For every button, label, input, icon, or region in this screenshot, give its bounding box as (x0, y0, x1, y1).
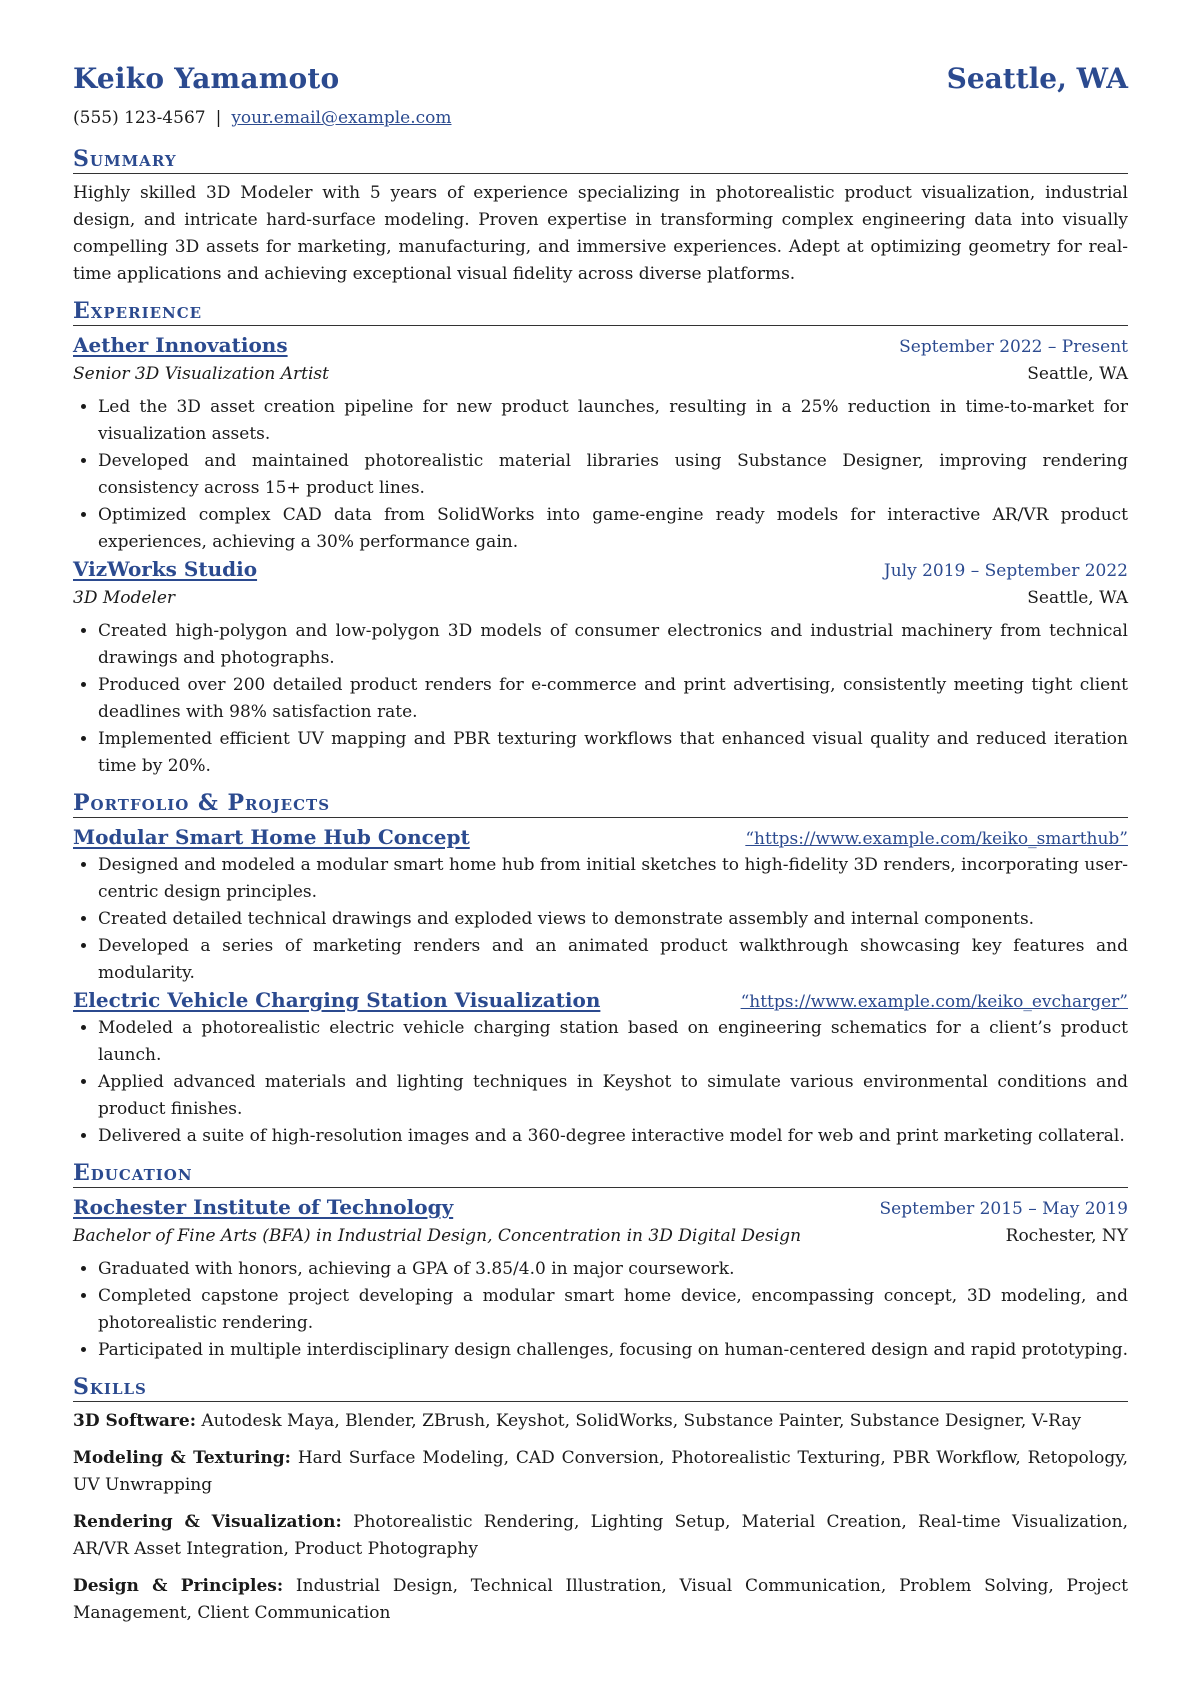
skill-text: Autodesk Maya, Blender, ZBrush, Keyshot, SolidWorks, Substance Painter, Substance Designer, V-Ray (201, 1411, 1082, 1431)
project-entry (73, 824, 1128, 987)
skill-text: Industrial Design, Technical Illustration, Visual Communication, Problem Solving, Project Management, Client Communication (73, 1576, 1128, 1623)
list-item: • Created high-polygon and low-polygon 3D models of consumer electronics and industrial machinery from technical drawings and photographs. (98, 618, 1128, 672)
skill-row (73, 1408, 1128, 1435)
degree-title: Bachelor of Fine Arts (BFA) in Industrial Design, Concentration in 3D Digital Design (73, 1226, 802, 1246)
skill-label: Rendering & Visualization: (73, 1512, 342, 1532)
list-item: • Designed and modeled a modular smart home hub from initial sketches to high-fidelity 3D renders, incorporating user-centric design principles. (98, 852, 1128, 906)
project-link[interactable]: “https://www.example.com/keiko_smarthub” (745, 829, 1128, 849)
company-name: Aether Innovations (73, 333, 288, 357)
list-item: • Implemented efficient UV mapping and PBR texturing workflows that enhanced visual quality and reduced iteration time by 20%. (98, 726, 1128, 780)
list-item: • Modeled a photorealistic electric vehicle charging station based on engineering schematics for a client’s product launch. (98, 1015, 1128, 1069)
list-item: • Graduated with honors, achieving a GPA of 3.85/4.0 in major coursework. (98, 1256, 1128, 1283)
skill-label: Design & Principles: (73, 1576, 284, 1596)
section-title-summary: Summary (73, 146, 1128, 174)
bullet-list (73, 618, 1128, 780)
section-title-projects: Portfolio & Projects (73, 790, 1128, 818)
phone-number: (555) 123-4567 (73, 108, 206, 128)
project-title: Modular Smart Home Hub Concept (73, 825, 470, 849)
job-location: Seattle, WA (1027, 364, 1128, 384)
project-title: Electric Vehicle Charging Station Visualization (73, 988, 601, 1012)
experience-entry (73, 556, 1128, 780)
contact-line (73, 108, 1128, 136)
experience-entry (73, 332, 1128, 556)
project-entry (73, 987, 1128, 1150)
school-location: Rochester, NY (1005, 1226, 1128, 1246)
job-location: Seattle, WA (1027, 588, 1128, 608)
list-item: • Participated in multiple interdisciplinary design challenges, focusing on human-centered design and rapid prototyping. (98, 1337, 1128, 1364)
candidate-name: Keiko Yamamoto (73, 62, 340, 95)
job-dates: September 2022 – Present (899, 337, 1128, 357)
list-item: • Produced over 200 detailed product renders for e-commerce and print advertising, consistently meeting tight client deadlines with 98% satisfaction rate. (98, 672, 1128, 726)
list-item: • Developed and maintained photorealistic material libraries using Substance Designer, improving rendering consistency across 15+ product lines. (98, 448, 1128, 502)
bullet-list (73, 852, 1128, 987)
skill-row (73, 1445, 1128, 1499)
skill-row (73, 1573, 1128, 1627)
list-item: • Delivered a suite of high-resolution images and a 360-degree interactive model for web and print marketing collateral. (98, 1123, 1128, 1150)
skill-label: Modeling & Texturing: (73, 1448, 291, 1468)
job-role: Senior 3D Visualization Artist (73, 364, 329, 384)
summary-text: Highly skilled 3D Modeler with 5 years of experience specializing in photorealistic product visualization, industrial design, and intricate hard-surface modeling. Proven expertise in transforming complex engineering data into visually compelling 3D assets for marketing, manufacturing, and immersive experiences. Adept at optimizing geometry for real-time applications and achieving exceptional visual fidelity across diverse platforms. (73, 183, 1128, 284)
list-item: • Completed capstone project developing a modular smart home device, encompassing concept, 3D modeling, and photorealistic rendering. (98, 1283, 1128, 1337)
section-title-education: Education (73, 1160, 1128, 1188)
skill-text: Photorealistic Rendering, Lighting Setup, Material Creation, Real-time Visualization, AR/VR Asset Integration, Product Photography (73, 1512, 1128, 1559)
job-dates: July 2019 – September 2022 (883, 561, 1128, 581)
bullet-list (73, 1015, 1128, 1150)
resume-page (73, 62, 1128, 1637)
skill-text: Hard Surface Modeling, CAD Conversion, Photorealistic Texturing, PBR Workflow, Retopology, UV Unwrapping (73, 1448, 1129, 1495)
job-role: 3D Modeler (73, 588, 176, 608)
resume-header (73, 62, 1128, 102)
list-item: • Led the 3D asset creation pipeline for new product launches, resulting in a 25% reduction in time-to-market for visualization assets. (98, 394, 1128, 448)
skill-label: 3D Software: (73, 1411, 196, 1431)
project-link[interactable]: “https://www.example.com/keiko_evcharger” (740, 992, 1128, 1012)
skill-row (73, 1509, 1128, 1563)
list-item: • Developed a series of marketing renders and an animated product walkthrough showcasing key features and modularity. (98, 933, 1128, 987)
candidate-location: Seattle, WA (946, 62, 1128, 95)
education-entry (73, 1194, 1128, 1364)
contact-separator: | (215, 108, 222, 128)
company-name: VizWorks Studio (73, 557, 258, 581)
education-dates: September 2015 – May 2019 (879, 1199, 1128, 1219)
email-link[interactable]: your.email@example.com (231, 108, 452, 128)
section-title-experience: Experience (73, 298, 1128, 326)
section-title-skills: Skills (73, 1374, 1128, 1402)
bullet-list (73, 1256, 1128, 1364)
bullet-list (73, 394, 1128, 556)
school-name: Rochester Institute of Technology (73, 1195, 454, 1219)
list-item: • Applied advanced materials and lighting techniques in Keyshot to simulate various environmental conditions and product finishes. (98, 1069, 1128, 1123)
list-item: • Created detailed technical drawings and exploded views to demonstrate assembly and internal components. (98, 906, 1128, 933)
list-item: • Optimized complex CAD data from SolidWorks into game-engine ready models for interactive AR/VR product experiences, achieving a 30% performance gain. (98, 502, 1128, 556)
